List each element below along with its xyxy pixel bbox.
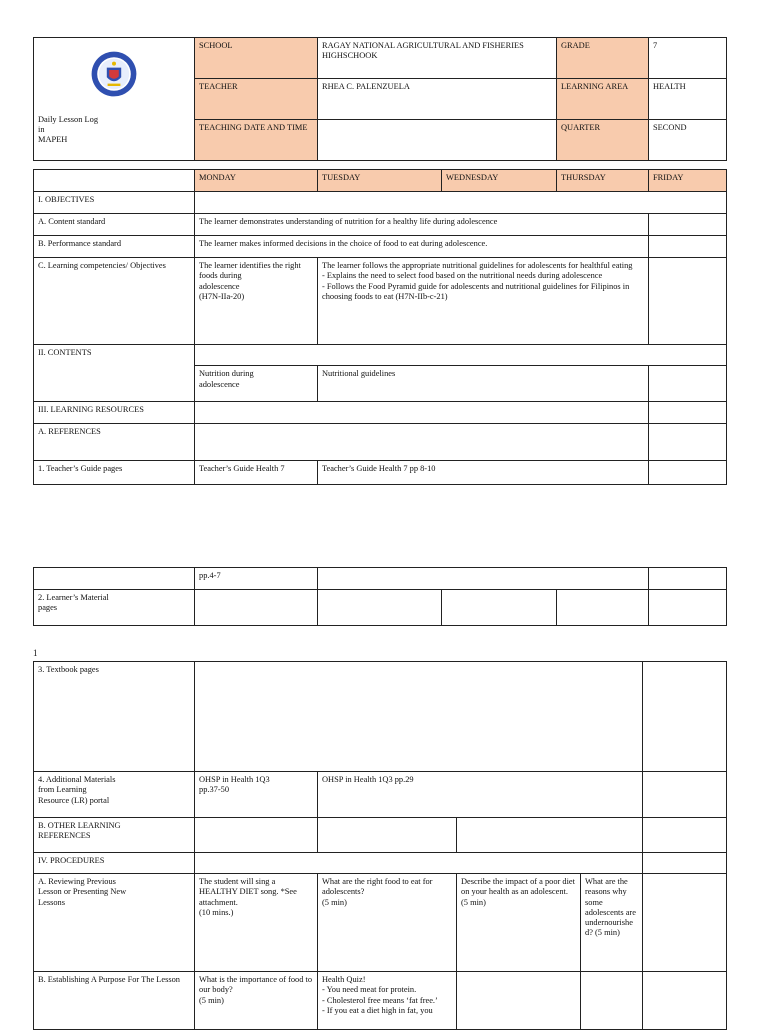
quarter-value: SECOND [649,120,727,161]
textbook-friday [643,662,727,772]
purpose-tuesday: Health Quiz! - You need meat for protein. - Cholesterol free means ‘fat free.’ - If you eat a diet high in fat, you [318,972,457,1030]
teachers-guide-tuesday: Teacher’s Guide Health 7 pp 8-10 [318,460,649,484]
textbook-label: 3. Textbook pages [34,662,195,772]
purpose-thursday [581,972,643,1030]
review-monday: The student will sing a HEALTHY DIET song. *See attachment. (10 mins.) [195,874,318,972]
learners-material-monday [195,590,318,626]
school-value: RAGAY NATIONAL AGRICULTURAL AND FISHERIES HIGHSCHOOK [318,38,557,79]
purpose-label: B. Establishing A Purpose For The Lesson [34,972,195,1030]
lesson-table-part2 [33,567,726,625]
other-references-friday [643,818,727,853]
review-tuesday: What are the right food to eat for adolescents? (5 min) [318,874,457,972]
lesson-table-part3 [33,661,726,1029]
day-friday: FRIDAY [649,170,727,192]
continuation-tuesday-cell [318,568,649,590]
review-friday [643,874,727,972]
day-monday: MONDAY [195,170,318,192]
page-number: 1 [33,648,38,658]
review-label: A. Reviewing Previous Lesson or Presenting New Lessons [34,874,195,972]
references-friday [649,424,727,460]
day-tuesday: TUESDAY [318,170,442,192]
learners-material-label: 2. Learner’s Material pages [34,590,195,626]
competencies-friday [649,258,727,345]
content-standard-label: A. Content standard [34,213,195,235]
content-standard-value: The learner demonstrates understanding of nutrition for a healthy life during adolescence [195,213,649,235]
grade-value: 7 [649,38,727,79]
performance-standard-value: The learner makes informed decisions in the choice of food to eat during adolescence. [195,235,649,257]
blank-header-cell [34,170,195,192]
learning-area-label: LEARNING AREA [557,79,649,120]
learners-material-friday [649,590,727,626]
competencies-tuesday: The learner follows the appropriate nutritional guidelines for adolescents for healthful eating - Explains the need to select food based on the nutritional needs during adolescence - Follows the Food Pyramid guide for adolescents and nutritional guidelines for Filipinos in choosing foods to eat (H7N-IIb-c-21) [318,258,649,345]
procedures-friday [643,853,727,874]
contents-friday [649,366,727,401]
purpose-wednesday [457,972,581,1030]
learning-resources-cell [195,401,649,423]
teacher-label: TEACHER [195,79,318,120]
performance-standard-friday [649,235,727,257]
objectives-cell [195,192,727,213]
additional-materials-friday [643,772,727,818]
competencies-label: C. Learning competencies/ Objectives [34,258,195,345]
contents-tuesday: Nutritional guidelines [318,366,649,401]
day-thursday: THURSDAY [557,170,649,192]
textbook-cell [195,662,643,772]
other-references-label: B. OTHER LEARNING REFERENCES [34,818,195,853]
learning-area-value: HEALTH [649,79,727,120]
learners-material-wednesday [442,590,557,626]
review-thursday: What are the reasons why some adolescents are undernourishe d? (5 min) [581,874,643,972]
teaching-date-label: TEACHING DATE AND TIME [195,120,318,161]
continuation-friday-cell [649,568,727,590]
day-wednesday: WEDNESDAY [442,170,557,192]
additional-materials-label: 4. Additional Materials from Learning Resource (LR) portal [34,772,195,818]
review-wednesday: Describe the impact of a poor diet on your health as an adolescent. (5 min) [457,874,581,972]
quarter-label: QUARTER [557,120,649,161]
continuation-label-cell [34,568,195,590]
teacher-value: RHEA C. PALENZUELA [318,79,557,120]
procedures-label: IV. PROCEDURES [34,853,195,874]
competencies-monday: The learner identifies the right foods during adolescence (H7N-IIa-20) [195,258,318,345]
objectives-label: I. OBJECTIVES [34,192,195,213]
grade-label: GRADE [557,38,649,79]
lesson-table-part1 [33,169,726,485]
other-references-wednesday [457,818,643,853]
references-label: A. REFERENCES [34,424,195,460]
other-references-monday [195,818,318,853]
teachers-guide-label: 1. Teacher’s Guide pages [34,460,195,484]
learners-material-thursday [557,590,649,626]
additional-materials-tuesday: OHSP in Health 1Q3 pp.29 [318,772,643,818]
school-label: SCHOOL [195,38,318,79]
contents-label: II. CONTENTS [34,345,195,402]
references-cell [195,424,649,460]
procedures-cell [195,853,643,874]
teachers-guide-friday [649,460,727,484]
teachers-guide-monday: Teacher’s Guide Health 7 [195,460,318,484]
logo-cell [34,38,195,161]
purpose-monday: What is the importance of food to our body? (5 min) [195,972,318,1030]
contents-monday: Nutrition during adolescence [195,366,318,401]
other-references-tuesday [318,818,457,853]
content-standard-friday [649,213,727,235]
contents-top-cell [195,345,727,366]
additional-materials-monday: OHSP in Health 1Q3 pp.37-50 [195,772,318,818]
learners-material-tuesday [318,590,442,626]
log-title: Daily Lesson Log in MAPEH [38,114,99,144]
learning-resources-friday [649,401,727,423]
header-table [33,37,726,144]
teaching-date-value [318,120,557,161]
performance-standard-label: B. Performance standard [34,235,195,257]
purpose-friday [643,972,727,1030]
deped-seal-icon [90,50,138,98]
learning-resources-label: III. LEARNING RESOURCES [34,401,195,423]
teachers-guide-monday-cont: pp.4-7 [195,568,318,590]
